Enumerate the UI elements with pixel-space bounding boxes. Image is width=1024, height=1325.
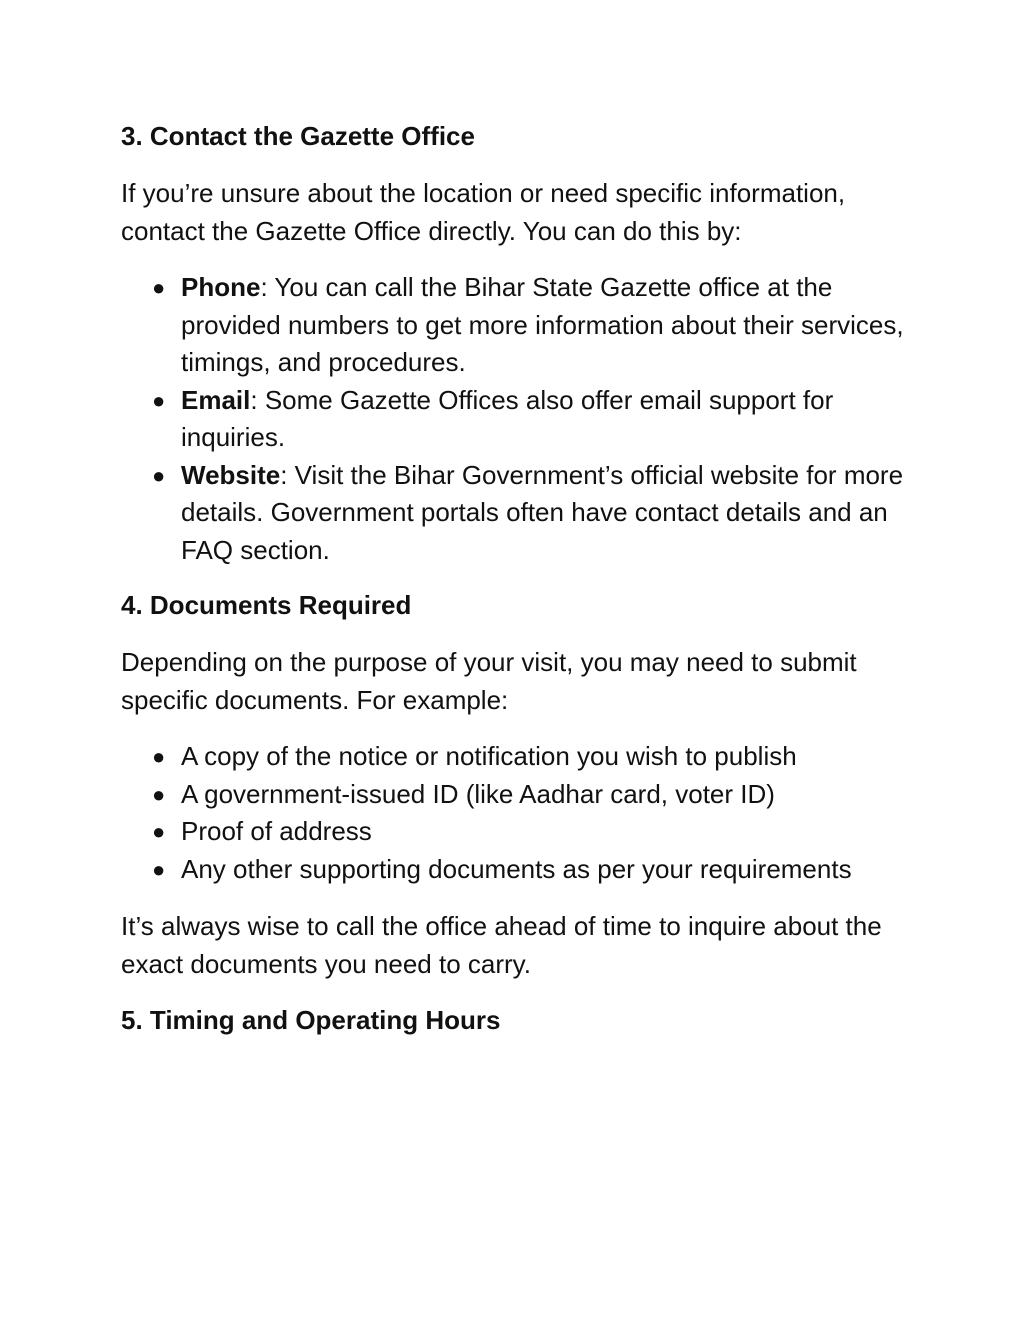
contact-intro-paragraph: If you’re unsure about the location or need specific information, contact the Gazette Office directly. You can do this by: [121, 178, 846, 246]
list-item [152, 738, 921, 776]
list-item-text: : You can call the Bihar State Gazette office at the provided numbers to get more information about their services, timings, and procedures. [181, 272, 904, 377]
list-item-text: A copy of the notice or notification you wish to publish [181, 741, 797, 771]
bullet-icon: ● [152, 781, 166, 807]
bullet-icon: ● [152, 744, 166, 769]
list-item-text: Any other supporting documents as per your requirements [181, 853, 852, 884]
document-page [121, 112, 921, 1039]
section-heading-timing: 5. Timing and Operating Hours [121, 1005, 501, 1035]
documents-list [121, 738, 921, 888]
list-item-website [152, 457, 921, 570]
bullet-icon: ● [152, 819, 166, 844]
list-item [152, 851, 921, 889]
list-item-text: : Some Gazette Offices also offer email support for inquiries. [181, 384, 834, 452]
documents-intro-paragraph: Depending on the purpose of your visit, you may need to submit specific documents. For example: [121, 647, 857, 715]
list-item-text: : Visit the Bihar Government’s official website for more details. Government portals often have contact details and an FAQ section. [181, 459, 904, 565]
list-item-phone [152, 269, 921, 382]
section-heading-contact: 3. Contact the Gazette Office [121, 121, 475, 151]
list-item-label: Website [181, 459, 281, 490]
bullet-icon: ● [152, 387, 166, 413]
bullet-icon: ● [152, 275, 166, 300]
list-item-text: Proof of address [181, 816, 372, 846]
list-item-email [152, 382, 921, 457]
list-item-text: A government-issued ID (like Aadhar card, voter ID) [181, 778, 775, 809]
list-item-label: Email [181, 384, 251, 415]
bullet-icon: ● [152, 462, 166, 488]
list-item-label: Phone [181, 272, 261, 302]
list-item [152, 813, 921, 851]
list-item [152, 776, 921, 814]
section-heading-documents: 4. Documents Required [121, 590, 412, 620]
contact-methods-list [121, 269, 921, 569]
bullet-icon: ● [152, 856, 166, 882]
documents-outro-paragraph: It’s always wise to call the office ahead of time to inquire about the exact documents you need to carry. [121, 911, 882, 979]
